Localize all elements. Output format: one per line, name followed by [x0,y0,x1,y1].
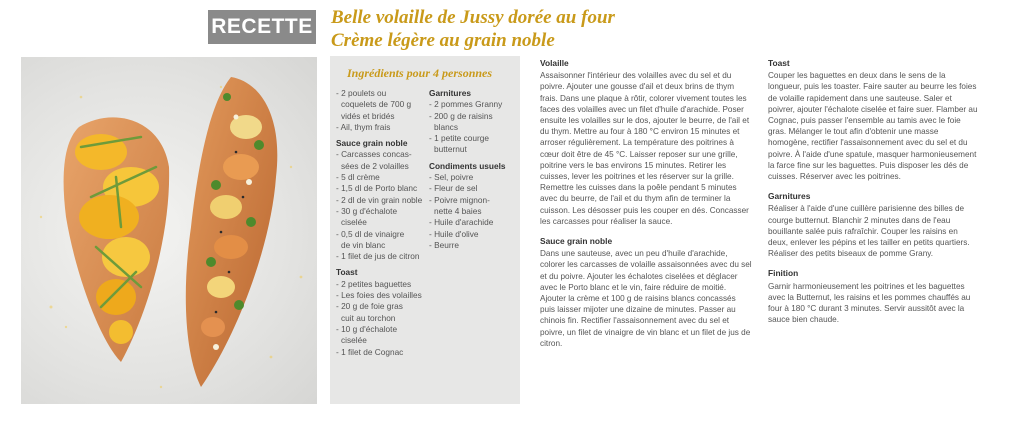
ingredients-right-column [429,88,517,251]
ingredient-item: - Les foies des volailles [336,290,422,301]
step-text: Réaliser à l'aide d'une cuillère parisienne des billes de courge butternut. Blanchir 2 minutes dans de l'eau bouillante salée puis rafraîchir. Couper les raisins en deux, enlever les pépins et les tailler en petits quartiers. Réaliser des petits biseaux de pomme Grany. [768,204,970,259]
ingredient-item: sées de 2 volailles [341,160,409,171]
ingredient-item: - 5 dl crème [336,172,380,183]
step-sauce [540,236,752,349]
ingredient-heading: Sauce grain noble [336,138,408,149]
ingredient-item: cuit au torchon [341,312,396,323]
ingredient-item: - Sel, poivre [429,172,474,183]
step-text: Couper les baguettes en deux dans le sens de la longueur, puis les toaster. Faire sauter au beurre les foies de volaille rapidement dans une sauteuse. Saler et poivrer, ajouter l'échalote ciselée et faire suer. Flamber au Cognac, puis passer l'ensemble au tamis avec le foie gras. Mélanger le tout afin d'obtenir une masse homogène, rectifier l'assaisonnement avec du sel et du poivre. À l'aide d'une spatule, masquer harmonieusement la farce fine sur les baguettes. Puis disposer les dés de cuisses. Réserver avec les poitrines. [768,71,978,182]
ingredient-item: nette 4 baies [434,205,482,216]
dish-illustration [21,57,317,404]
step-garnitures [768,191,980,259]
step-text: Dans une sauteuse, avec un peu d'huile d'arachide, colorer les carcasses de volaille assaisonnées avec du sel et du poivre. Ajouter les échalotes ciselées et déglacer avec le Porto blanc et le vin, faire réduire de moitié. Ajouter la crème et 100 g de raisins blancs concassés puis laisser mijoter une dizaine de minutes. Passer au chinois fin. Rectifier l'assaisonnement avec du sel et poivre, un filet de vinaigre de vin blanc et un filet de jus de citron. [540,249,752,348]
steps-column-2 [768,58,980,334]
step-text: Garnir harmonieusement les poitrines et les baguettes avec la Butternut, les raisins et les pommes chauffés au four à 180 °C durant 3 minutes. Servir aussitôt avec la sauce bien chaude. [768,281,971,325]
ingredient-item: - 1 petite courge [429,133,489,144]
ingredient-item: - 2 pommes Granny [429,99,503,110]
ingredient-item: blancs [434,121,458,132]
steps-column-1 [540,58,752,358]
ingredient-item: coquelets de 700 g [341,99,412,110]
ingredient-item: - Carcasses concas- [336,149,412,160]
step-heading: Toast [768,58,790,68]
step-heading: Volaille [540,58,569,68]
ingredient-group [336,88,428,133]
recipe-title [331,6,615,52]
step-heading: Finition [768,268,799,279]
ingredient-item: - Beurre [429,239,459,250]
ingredient-heading: Toast [336,267,358,278]
step-volaille [540,58,752,227]
ingredient-item: - 1 filet de jus de citron [336,251,420,262]
ingredient-item: - Poivre mignon- [429,194,490,205]
ingredient-item: - 10 g d'échalote [336,323,398,334]
ingredient-item: - 2 poulets ou [336,88,387,98]
ingredient-item: - Fleur de sel [429,183,478,194]
ingredient-item: - Huile d'arachide [429,217,494,228]
step-text: Assaisonner l'intérieur des volailles avec du sel et du poivre. Ajouter une gousse d'ail et deux brins de thym frais. Dans une plaque à rôtir, colorer vivement toutes les faces des volailles avec un filet d'huile d'arachide. Poser ensuite les volailles sur le dos, ajouter le beurre, de l'ail et du thym. Mettre au four à 180 °C environ 15 minutes et arroser régulièrement. La température des poitrines à cœur doit être de 45 °C. Laisser reposer sur une grille, poitrine vers le bas environs 15 minutes. Retirer les cuisses, lever les poitrines et les réserver sur la grille. Remettre les cuisses dans la poêle pendant 5 minutes avec du beurre, de l'ail et du thym afin de terminer la cuisson. Les désosser puis les couper en dés. Concasser les carcasses pour réaliser la sauce. [540,71,750,226]
ingredient-item: - 2 petites baguettes [336,278,412,289]
ingredient-item: butternut [434,144,467,155]
ingredients-left-column [336,88,428,358]
ingredient-item: de vin blanc [341,239,386,250]
title-line-1: Belle volaille de Jussy dorée au four [331,7,615,28]
ingredient-item: - Huile d'olive [429,228,479,239]
step-heading: Sauce grain noble [540,236,613,247]
ingredient-item: ciselée [341,217,367,228]
ingredient-item: - 0,5 dl de vinaigre [336,228,405,239]
ingredient-item: - 1 filet de Cognac [336,346,404,357]
ingredient-heading: Condiments usuels [429,160,506,171]
ingredients-title: Ingrédients pour 4 personnes [347,66,493,80]
ingredient-item: - 20 g de foie gras [336,301,403,312]
ingredient-heading: Garnitures [429,88,471,98]
step-toast [768,58,980,182]
ingredient-item: vidés et bridés [341,110,395,121]
recipe-badge: RECETTE [208,10,316,44]
step-finition [768,268,980,325]
ingredient-item: - 30 g d'échalote [336,205,398,216]
title-line-2: Crème légère au grain noble [331,30,555,51]
step-heading: Garnitures [768,191,811,202]
ingredient-item: - 1,5 dl de Porto blanc [336,183,418,194]
ingredient-item: - 2 dl de vin grain noble [336,194,423,205]
ingredient-item: - Ail, thym frais [336,121,391,132]
ingredient-item: - 200 g de raisins [429,110,493,121]
dish-photo [21,57,317,404]
ingredient-item: ciselée [341,335,367,346]
